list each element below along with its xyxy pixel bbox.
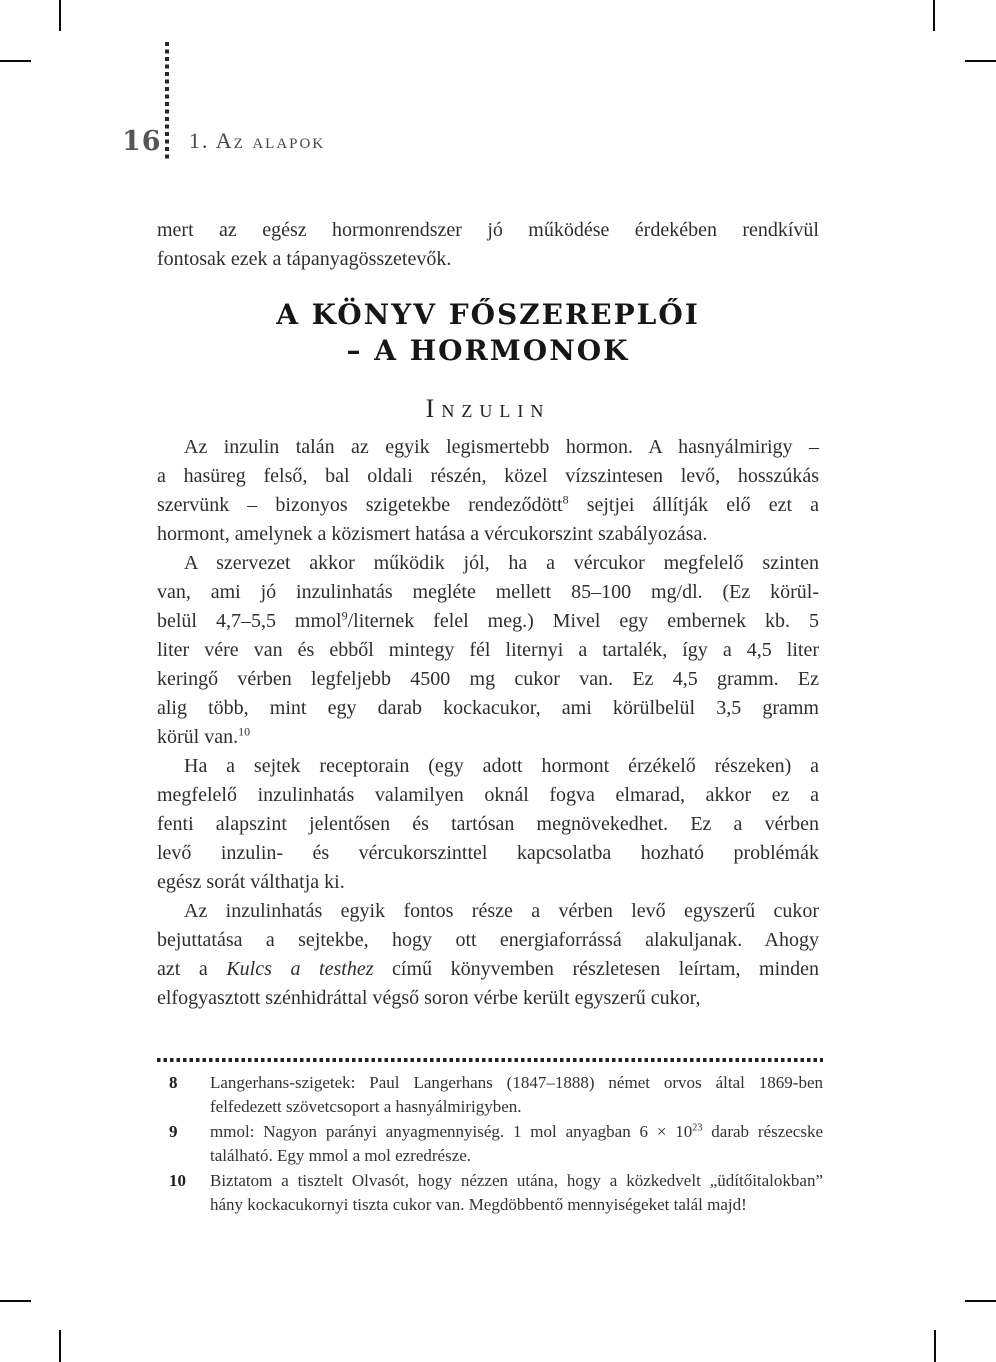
text-line: megfelelő inzulinhatás valamilyen oknál fogva elmarad, akkor ez a [157, 784, 819, 806]
text-line: a hasüreg felső, bal oldali részén, közel vízszintesen levő, hosszúkás [157, 465, 819, 487]
text-line: elfogyasztott szénhidráttal végső soron vérbe került egyszerű cukor, [157, 987, 701, 1009]
crop-mark-top-left-vertical [59, 0, 61, 31]
paragraph [157, 752, 819, 897]
text-line: Az inzulin talán az egyik legismertebb hormon. A hasnyálmirigy – [184, 436, 819, 458]
crop-mark-top-right-horizontal [965, 60, 996, 62]
footnote-number: 9 [169, 1122, 178, 1141]
paragraph [157, 549, 819, 752]
section-heading [157, 297, 819, 369]
footnote-text [210, 1169, 823, 1217]
text-line: levő inzulin- és vércukorszinttel kapcsolatba hozható problémák [157, 842, 819, 864]
text-line: liter vére van és ebből mintegy fél liternyi a tartalék, így a 4,5 liter [157, 639, 819, 661]
text-line: fenti alapszint jelentősen és tartósan megnövekedhet. Ez a vérben [157, 813, 819, 835]
footnote-separator-dotted [157, 1058, 823, 1062]
text-line: felfedezett szövetcsoport a hasnyálmirigyben. [210, 1097, 522, 1116]
footnote-number: 8 [169, 1073, 178, 1092]
text-line: egész sorát válthatja ki. [157, 871, 345, 893]
text-line: belül 4,7–5,5 mmol$^9$/liternek felel meg.) Mivel egy embernek kb. 5 [157, 608, 819, 632]
footnote-item [157, 1169, 823, 1217]
footnote-text [210, 1120, 823, 1168]
paragraph [157, 433, 819, 549]
footnote-item [157, 1120, 823, 1168]
text-line: keringő vérben legfeljebb 4500 mg cukor van. Ez 4,5 gramm. Ez [157, 668, 819, 690]
text-line: bejuttatása a sejtekbe, hogy ott energiaforrássá alakuljanak. Ahogy [157, 929, 819, 951]
text-line: van, ami jó inzulinhatás megléte mellett 85–100 mg/dl. (Ez körül- [157, 581, 819, 603]
header-dotted-divider [165, 42, 169, 162]
crop-mark-bottom-right-vertical [934, 1330, 936, 1362]
text-line: azt a Kulcs a testhez című könyvemben részletesen leírtam, minden [157, 958, 820, 980]
section-heading-line-1: A KÖNYV FŐSZEREPLŐI [276, 298, 700, 331]
text-line: szervünk – bizonyos szigetekbe rendeződött$^8$ sejtjei állítják elő ezt a [157, 492, 819, 516]
page-number: 16 [122, 126, 162, 157]
footnote-number: 10 [169, 1171, 186, 1190]
text-line: Ha a sejtek receptorain (egy adott hormont érzékelő részeken) a [184, 755, 819, 777]
text-line: Biztatom a tisztelt Olvasót, hogy nézzen utána, hogy a közkedvelt „üdítőitalokban” [210, 1171, 823, 1190]
paragraph [157, 897, 819, 1013]
crop-mark-top-left-horizontal [0, 60, 31, 62]
text-line: mert az egész hormonrendszer jó működése érdekében rendkívül [157, 219, 819, 241]
text-line: hormont, amelynek a közismert hatása a vércukorszint szabályozása. [157, 523, 708, 545]
crop-mark-top-right-vertical [933, 0, 935, 31]
intro-paragraph [157, 216, 819, 274]
chapter-running-head: 1. Az alapok [189, 128, 326, 153]
footnotes-section [157, 1058, 823, 1218]
crop-mark-bottom-left-horizontal [0, 1300, 31, 1302]
footnote-item [157, 1071, 823, 1119]
footnote-text [210, 1071, 823, 1119]
text-line: Az inzulinhatás egyik fontos része a vérben levő egyszerű cukor [184, 900, 819, 922]
section-subheading: Inzulin [425, 394, 551, 423]
crop-mark-bottom-left-vertical [59, 1330, 61, 1362]
footnote-list [157, 1071, 823, 1217]
section-heading-line-2: – A HORMONOK [346, 334, 630, 367]
text-line: hány kockacukornyi tiszta cukor van. Megdöbbentő mennyiségeket talál majd! [210, 1195, 747, 1214]
crop-mark-bottom-right-horizontal [965, 1300, 996, 1302]
text-line: fontosak ezek a tápanyagösszetevők. [157, 248, 452, 270]
body-paragraphs [157, 433, 819, 1013]
main-text-column [157, 216, 819, 1013]
text-line: található. Egy mmol a mol ezredrésze. [210, 1146, 472, 1165]
text-line: A szervezet akkor működik jól, ha a vércukor megfelelő szinten [184, 552, 819, 574]
text-line: mmol: Nagyon parányi anyagmennyiség. 1 mol anyagban $6 \times 10^{23}$ darab részecske [210, 1122, 823, 1141]
text-line: alig több, mint egy darab kockacukor, ami körülbelül 3,5 gramm [157, 697, 819, 719]
text-line: körül van.$^{10}$ [157, 724, 251, 748]
text-line: Langerhans-szigetek: Paul Langerhans (1847–1888) német orvos által 1869-ben [210, 1073, 823, 1092]
